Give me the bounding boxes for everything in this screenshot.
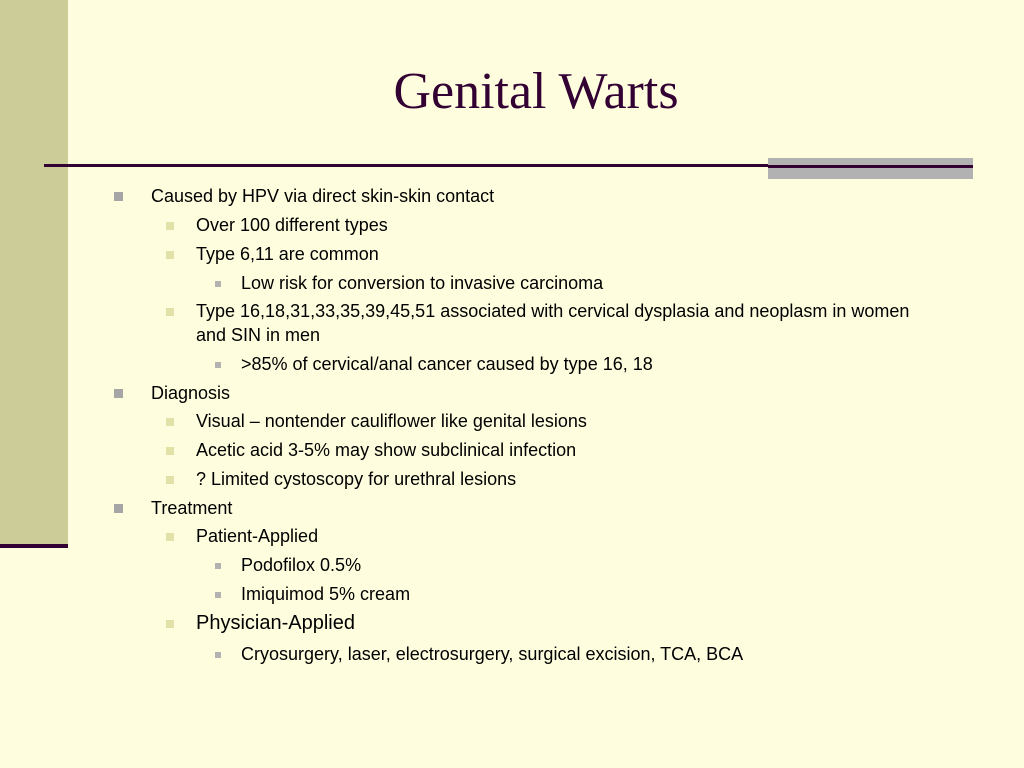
bullet-text: Physician-Applied (196, 612, 355, 634)
bullet-marker-icon (166, 251, 174, 259)
bullet-marker-icon (215, 652, 221, 658)
bullet-text: Diagnosis (151, 383, 231, 403)
bullet-text: >85% of cervical/anal cancer caused by type 16, 18 (241, 354, 653, 374)
bullet-marker-icon (166, 308, 174, 316)
bullet-text: Visual – nontender cauliflower like genital lesions (196, 411, 587, 431)
bullet-text: Treatment (151, 498, 233, 518)
left-decorative-band (0, 0, 68, 548)
bullet-marker-icon (215, 362, 221, 368)
bullet-text: Over 100 different types (196, 215, 388, 235)
bullet-marker-icon (166, 620, 174, 628)
bullet-text: Acetic acid 3-5% may show subclinical infection (196, 440, 577, 460)
bullet-marker-icon (215, 281, 221, 287)
bullet-marker-icon (166, 476, 174, 484)
bullet-text: Cryosurgery, laser, electrosurgery, surgical excision, TCA, BCA (241, 644, 744, 664)
accent-line (768, 165, 973, 168)
bullet-marker-icon (114, 192, 123, 201)
bullet-text: Type 6,11 are common (196, 244, 379, 264)
bullet-text: Type 16,18,31,33,35,39,45,51 associated with cervical dysplasia and neoplasm in women and SIN in men (196, 301, 910, 345)
bullet-marker-icon (114, 389, 123, 398)
title-underline-rule (44, 164, 784, 167)
accent-bar (768, 158, 973, 179)
bullet-text: Low risk for conversion to invasive carcinoma (241, 273, 604, 293)
bullet-text: Patient-Applied (196, 526, 319, 546)
slide-title: Genital Warts (393, 63, 679, 120)
bullet-text: ? Limited cystoscopy for urethral lesions (196, 469, 517, 489)
bullet-marker-icon (215, 563, 221, 569)
bullet-text: Imiquimod 5% cream (241, 584, 411, 604)
left-decorative-rule (0, 544, 68, 548)
bullet-text: Podofilox 0.5% (241, 555, 362, 575)
bullet-marker-icon (114, 504, 123, 513)
bullet-marker-icon (166, 418, 174, 426)
bullet-marker-icon (215, 592, 221, 598)
bullet-marker-icon (166, 533, 174, 541)
bullet-marker-icon (166, 222, 174, 230)
bullet-text: Caused by HPV via direct skin-skin contact (151, 186, 495, 206)
bullet-marker-icon (166, 447, 174, 455)
